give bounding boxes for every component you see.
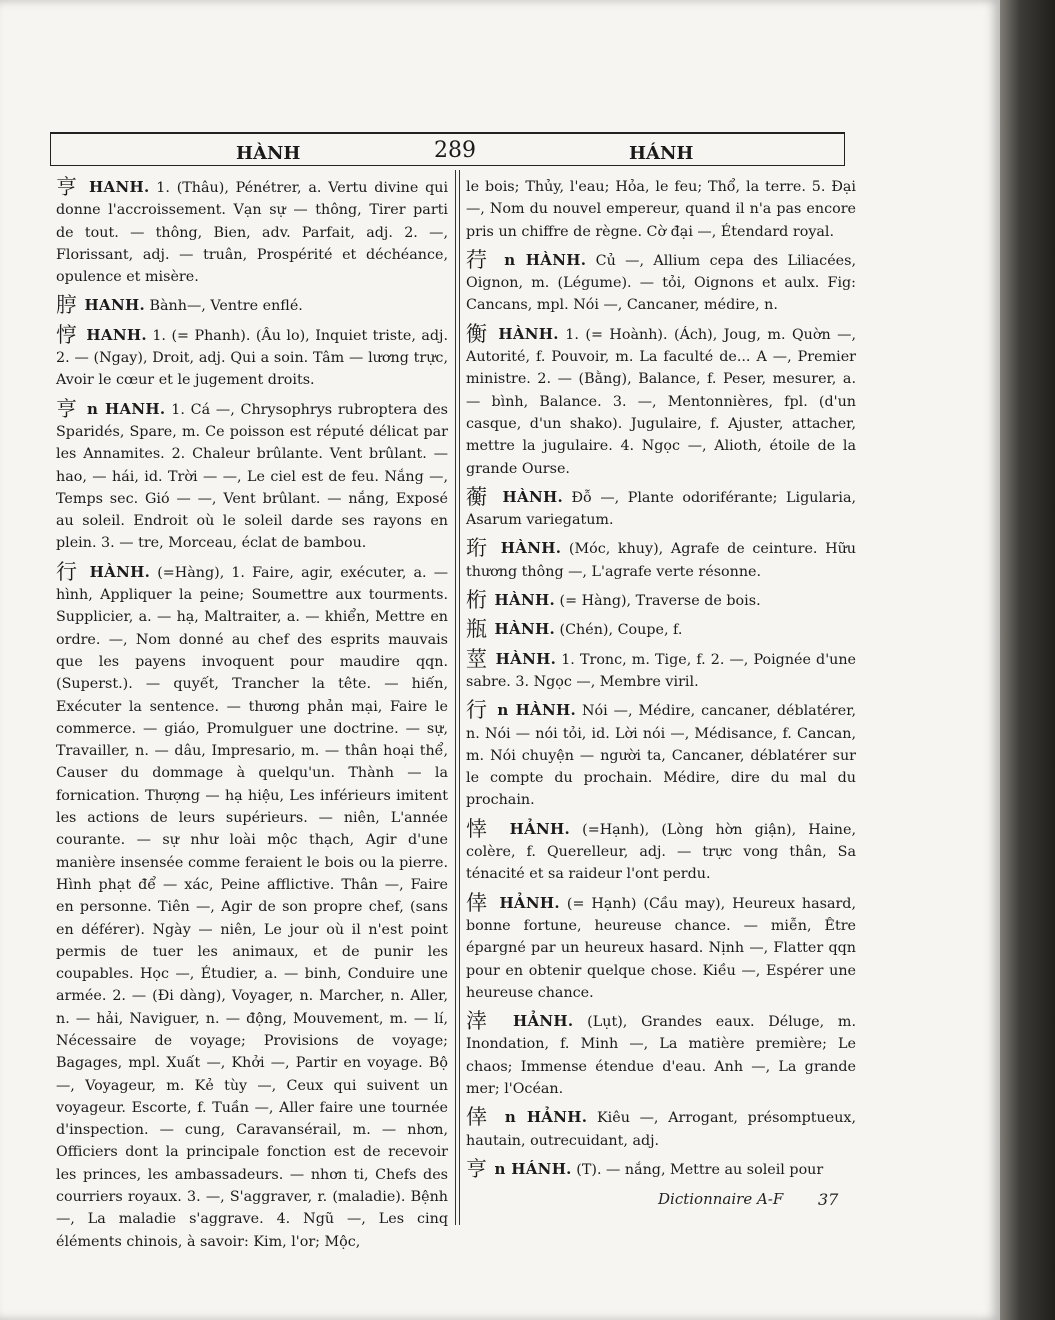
han-character: 倖 — [466, 890, 490, 915]
column-divider — [455, 170, 456, 1225]
headword: HÀNH. — [494, 591, 555, 610]
printer-signature: Dictionnaire A-F — [658, 1190, 784, 1208]
running-header — [50, 132, 845, 166]
entry-text: Nói —, Médire, cancaner, déblatérer, n. Nói — nói tỏi, id. Lời nói —, Médisance, f. Cancan, m. Nói chuyện — người ta, Cancaner, déblatérer sur le compte du prochain. Médire, dire du mal du prochain. — [466, 703, 857, 809]
headword: HÀNH. — [502, 487, 563, 506]
han-character: 倖 — [466, 1105, 493, 1130]
headword: HẢNH. — [509, 819, 571, 838]
headword: n HÁNH. — [494, 1159, 572, 1178]
headword: HÀNH. — [500, 539, 562, 558]
entry — [56, 176, 448, 288]
entry-text: 1. (= Phanh). (Âu lo), Inquiet triste, adj. 2. — (Ngay), Droit, adj. Qui a soin. Tâm — lương trực, Avoir le cœur et le jugement droits. — [56, 327, 449, 389]
entry — [466, 323, 856, 480]
headword: HÀNH. — [498, 324, 559, 343]
headword: HANH. — [86, 325, 147, 344]
headword: HANH. — [84, 296, 145, 315]
entry — [466, 486, 856, 532]
entry-text: (=Hàng), 1. Faire, agir, exécuter, a. — hình, Appliquer la peine; Soumettre aux tourments. Supplicier, a. — hạ, Maltraiter, a. — khiển, Mettre en ordre. —, Nom donné au chef des esprits mauvais que les payens invoquent pour maudire qqn. (Superst.). — quyết, Trancher la tête. — hiến, Exécuter la sentence. — thương phản mại, Faire le commerce. — giáo, Promulguer une doctrine. — sự, Travailler, n. — dâu, Impresario, m. — thân hoại thể, Causer du dommage à quelqu'un. Thành — la fornication. Thượng — hạ hiệu, Les inférieurs imitent les actions de leurs supérieurs. — niên, L'année courante. — sự như loài mộc thạch, Agir d'une manière insensée comme feraient le bois ou la pierre. Hình phạt để — xác, Peine afflictive. Thân —, Faire en personne. Tiên —, Agir de son propre chef, (sans en déférer). Ngày — niên, Le jour où il n'est point permis de tuer les animaux, et de punir les coupables. Học —, Étudier, a. — binh, Conduire une armée. 2. — (Đi dàng), Voyager, n. Marcher, n. Aller, n. — hải, Naviguer, n. — động, Mouvement, m. — lí, Nécessaire de voyage; Provisions de voyage; Bagages, mpl. Xuất —, Khởi —, Partir en voyage. Bộ —, Voyageur, m. Kẻ tùy —, Ceux qui suivent un voyageur. Escorte, f. Tuần —, Aller faire une tournée d'inspection. — cung, Caravansérail, m. — nhơn, Officiers dont la principale fonction est de recevoir les princes, les ambassadeurs. — nhơn ti, Chefs des courriers royaux. 3. —, S'aggraver, r. (maladie). Bệnh —, La maladie s'aggrave. 4. Ngũ —, Les cinq éléments chinois, à savoir: Kim, l'or; Mộc, — [56, 564, 449, 1250]
headword: n HÀNH. — [497, 701, 576, 720]
entry-text: (= Hàng), Traverse de bois. — [559, 593, 761, 610]
sheet-number: 37 — [818, 1190, 839, 1209]
han-character: 脝 — [56, 293, 77, 318]
han-character: 涬 — [466, 1009, 497, 1034]
header-right-word: HÁNH — [629, 143, 694, 164]
entry-text: Đỗ —, Plante odoriférante; Ligularia, Asarum variegatum. — [466, 489, 857, 529]
entry-text: (T). — nắng, Mettre au soleil pour — [576, 1161, 824, 1178]
headword: HÀNH. — [89, 562, 151, 581]
book-binding — [997, 0, 1055, 1320]
entry — [466, 1010, 856, 1100]
han-character: 珩 — [466, 536, 491, 561]
left-column — [56, 176, 448, 1259]
entry-text: Bành—, Ventre enflé. — [149, 298, 303, 315]
entry-text: 1. (Thâu), Pénétrer, a. Vertu divine qui donne l'accroissement. Vạn sự — thông, Tirer parti de tout. — thông, Bien, adv. Parfait, adj. 2. —, Florissant, adj. — truân, Prospérité et déchéance, opulence et misère. — [56, 180, 449, 286]
entry-text: (Chén), Coupe, f. — [559, 622, 683, 639]
entry-text: (Lụt), Grandes eaux. Déluge, m. Inondation, f. Minh —, La matière première; Le chaos; Immense étendue d'eau. Anh —, La grande mer; l'Océan. — [466, 1014, 857, 1097]
han-character: 莖 — [466, 646, 488, 671]
entry — [56, 398, 448, 555]
entry-text: (=Hạnh), (Lòng hờn giận), Haine, colère, f. Querelleur, adj. — trực vong thân, Sa ténacité et sa raideur l'ont perdu. — [466, 821, 857, 883]
entry-text: (= Hạnh) (Cầu may), Heureux hasard, bonne fortune, heureuse chance. — miễn, Être épargné par un heureux hasard. Nịnh —, Flatter qqn pour en obtenir quelque chose. Kiều —, Espérer une heureuse chance. — [466, 895, 856, 1001]
han-character: 悻 — [466, 816, 495, 841]
entry — [466, 537, 856, 583]
entry — [466, 892, 856, 1004]
headword: n HẢNH. — [504, 1108, 588, 1127]
entry-text: 1. Tronc, m. Tige, f. 2. —, Poignée d'une sabre. 3. Ngọc —, Membre viril. — [466, 651, 857, 690]
han-character: 蘅 — [466, 484, 491, 509]
entry-text: 1. Cá —, Chrysophrys rubroptera des Sparidés, Spare, m. Ce poisson est réputé délicat par les Annamites. 2. Chaleur brûlante. Vent brûlant. — hao, — hái, id. Trời — —, Le ciel est de feu. Nắng —, Temps sec. Gió — —, Vent brûlant. — nắng, Exposé au soleil. Endroit où le soleil darde ses rayons en plein. 3. — tre, Morceau, éclat de bambou. — [56, 401, 449, 552]
entry — [466, 589, 856, 612]
entry — [466, 699, 856, 811]
entry-text: 1. (= Hoành). (Ách), Joug, m. Quờn —, Autorité, f. Pouvoir, m. La faculté de... A —, Premier ministre. 2. — (Bằng), Balance, f. Peser, mesurer, a. — bình, Balance. 3. —, Mentonnières, fpl. (d'un casque, d'un shako). Jugulaire, f. Ajuster, attacher, mettre la jugulaire. 4. Ngọc —, Alioth, étoile de la grande Ourse. — [466, 326, 857, 477]
entry-text: (Móc, khuy), Agrafe de ceinture. Hữu thương thông —, L'agrafe verte résonne. — [466, 541, 856, 580]
han-character: 亨 — [466, 1156, 487, 1181]
entry — [466, 1106, 856, 1152]
right-column — [466, 176, 856, 1187]
entry-text: Củ —, Allium cepa des Liliacées, Oignon, m. (Légume). — tỏi, Oignons et aulx. Fig: Cancans, mpl. Nói —, Cancaner, médire, n. — [466, 252, 856, 314]
headword: HANH. — [89, 178, 150, 196]
entry — [56, 294, 448, 317]
entry — [56, 324, 448, 392]
han-character: 悙 — [56, 322, 78, 347]
entry-text: Kiêu —, Arrogant, présomptueux, hautain, outrecuidant, adj. — [466, 1110, 857, 1149]
entry — [466, 1158, 856, 1181]
headword: HẢNH. — [512, 1012, 574, 1031]
han-character: 瓶 — [466, 617, 487, 642]
headword: n HANH. — [87, 399, 166, 418]
page-number: 289 — [434, 138, 476, 163]
headword: n HÀNH. — [504, 250, 587, 269]
han-character: 亨 — [56, 175, 80, 199]
han-character: 荇 — [466, 247, 492, 272]
entry — [466, 249, 856, 317]
headword: HẢNH. — [499, 893, 560, 912]
han-character: 行 — [466, 698, 489, 723]
headword: HÀNH. — [495, 649, 557, 668]
header-left-word: HÀNH — [236, 143, 301, 164]
entry — [466, 648, 856, 694]
han-character: 衡 — [466, 321, 489, 346]
entry — [56, 561, 448, 1253]
headword: HÀNH. — [494, 620, 555, 639]
entry-continuation: le bois; Thủy, l'eau; Hỏa, le feu; Thổ, la terre. 5. Đại —, Nom du nouvel empereur, quand il n'a pas encore pris un chiffre de règne. Cờ đại —, Étendard royal. — [466, 179, 856, 240]
han-character: 亨 — [56, 396, 79, 421]
han-character: 桁 — [466, 588, 487, 613]
entry — [466, 618, 856, 641]
han-character: 行 — [56, 559, 80, 584]
entry — [466, 818, 856, 886]
column-divider — [459, 170, 460, 1225]
